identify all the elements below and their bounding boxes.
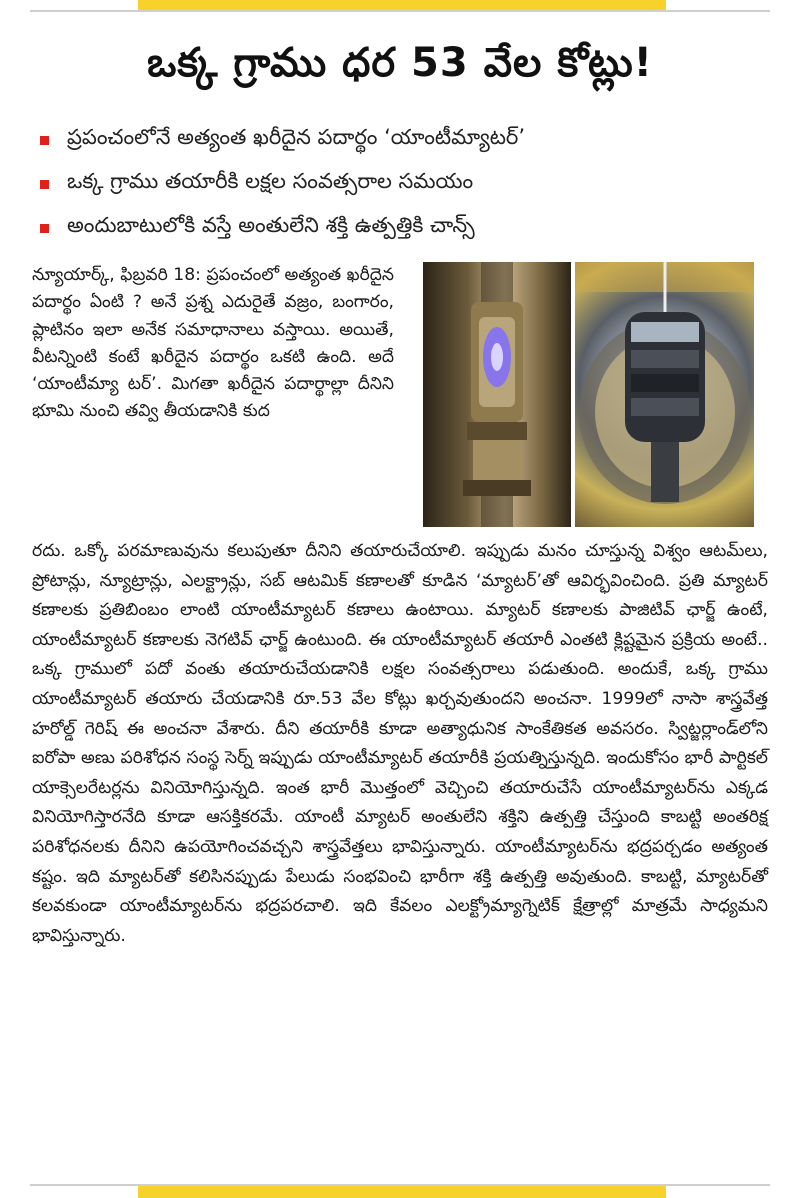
detector-illustration bbox=[575, 262, 754, 527]
lead-paragraph: న్యూయార్క్, ఫిబ్రవరి 18: ప్రపంచంలో అత్యంత ఖరీదైన పదార్థం ఏంటి ? అనే ప్రశ్న ఎదురైతే వజ్రం, బంగారం, ప్లాటినం ఇలా అనేక సమాధానాలు వస్తాయి. అయితే, వీటన్నింటి కంటే ఖరీదైన పదార్థం ఒకటి ఉంది. అదే ‘యాంటీమ్యా టర్’. మిగతా ఖరీదైన పదార్థాల్లా దీనిని భూమి నుంచి తవ్వి తీయడానికి కుద bbox=[32, 265, 394, 422]
antimatter-trap-photo bbox=[423, 262, 571, 527]
top-accent-bar bbox=[138, 0, 666, 10]
bottom-accent-bar bbox=[138, 1186, 666, 1198]
top-rule bbox=[30, 10, 770, 12]
bullet-text: ప్రపంచంలోనే అత్యంత ఖరీదైన పదార్థం ‘యాంటీమ్యాటర్’ bbox=[67, 125, 526, 149]
bullet-item bbox=[40, 162, 760, 206]
red-square-bullet-icon bbox=[40, 224, 49, 233]
red-square-bullet-icon bbox=[40, 180, 49, 189]
photo-panel bbox=[423, 262, 754, 527]
bullet-text: ఒక్క గ్రాము తయారీకి లక్షల సంవత్సరాల సమయం bbox=[67, 169, 474, 193]
bullet-list bbox=[40, 118, 760, 250]
particle-detector-photo bbox=[575, 262, 754, 527]
bullet-item bbox=[40, 206, 760, 250]
antimatter-trap-illustration bbox=[423, 262, 571, 527]
red-square-bullet-icon bbox=[40, 136, 49, 145]
bullet-text: అందుబాటులోకి వస్తే అంతులేని శక్తి ఉత్పత్తికి చాన్స్ bbox=[67, 213, 475, 237]
headline: ఒక్క గ్రాము ధర 53 వేల కోట్లు! bbox=[147, 40, 653, 86]
bullet-item bbox=[40, 118, 760, 162]
body-paragraph: రదు. ఒక్కో పరమాణువును కలుపుతూ దీనిని తయారుచేయాలి. ఇప్పుడు మనం చూస్తున్న విశ్వం ఆటమ్‌లు, ప్రోటాన్లు, న్యూట్రాన్లు, ఎలక్ట్రాన్లు, సబ్ ఆటమిక్ కణాలతో కూడిన ‘మ్యాటర్’తో ఆవిర్భవించింది. ప్రతి మ్యాటర్ కణాలకు ప్రతిబింబం లాంటి యాంటీమ్యాటర్ కణాలు ఉంటాయి. మ్యాటర్ కణాలకు పాజిటివ్ ఛార్జ్ ఉంటే, యాంటీమ్యాటర్ కణాలకు నెగటివ్ ఛార్జ్ ఉంటుంది. ఈ యాంటీమ్యాటర్ తయారీ ఎంతటి క్లిష్టమైన ప్రక్రియ అంటే.. ఒక్క గ్రాములో పదో వంతు తయారుచేయడానికి లక్షల సంవత్సరాలు పడుతుంది. అందుకే, ఒక్క గ్రాము యాంటీమ్యాటర్ తయారు చేయడానికి రూ.53 వేల కోట్లు ఖర్చవుతుందని అంచనా. 1999లో నాసా శాస్త్రవేత్త హరోల్డ్ గెరిష్ ఈ అంచనా వేశారు. దీని తయారీకి కూడా అత్యాధునిక సాంకేతికత అవసరం. స్విట్జర్లాండ్‌లోని ఐరోపా అణు పరిశోధన సంస్థ సెర్న్ ఇప్పుడు యాంటీమ్యాటర్ తయారీకి ప్రయత్నిస్తున్నది. ఇందుకోసం భారీ పార్టికల్ యాక్సెలరేటర్లను వినియోగిస్తున్నది. ఇంత భారీ మొత్తంలో వెచ్చించి తయారుచేసే యాంటీమ్యాటర్‌ను ఎక్కడ వినియోగిస్తారనేది కూడా ఆసక్తికరమే. యాంటీ మ్యాటర్ అంతులేని శక్తిని ఉత్పత్తి చేస్తుంది కాబట్టి అంతరిక్ష పరిశోధనలకు దీనిని ఉపయోగించవచ్చని శాస్త్రవేత్తలు భావిస్తున్నారు. యాంటీమ్యాటర్‌ను భద్రపర్చడం అత్యంత కష్టం. ఇది మ్యాటర్‌తో కలిసినప్పుడు పేలుడు సంభవించి భారీగా శక్తి ఉత్పత్తి అవుతుంది. కాబట్టి, మ్యాటర్‌తో కలవకుండా యాంటీమ్యాటర్‌ను భద్రపరచాలి. ఇది కేవలం ఎలక్ట్రోమ్యాగ్నెటిక్ క్షేత్రాల్లో మాత్రమే సాధ్యమని భావిస్తున్నారు. bbox=[32, 541, 768, 946]
